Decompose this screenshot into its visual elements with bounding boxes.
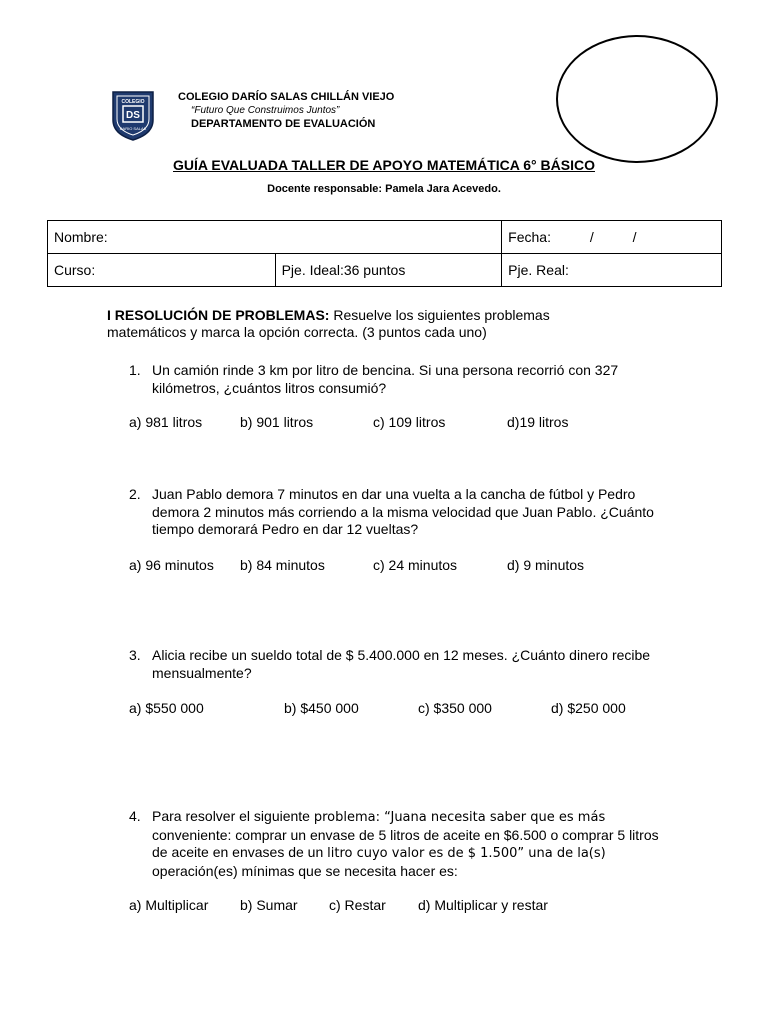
- option-a[interactable]: a) $550 000: [129, 700, 204, 716]
- option-a[interactable]: a) 981 litros: [129, 414, 203, 430]
- option-d[interactable]: d) $250 000: [551, 700, 626, 716]
- school-logo: [111, 90, 155, 142]
- question-text: Alicia recibe un sueldo total de $ 5.400.000 en 12 meses. ¿Cuánto dinero recibe mensualmente?: [152, 647, 651, 681]
- pje-real-field[interactable]: Pje. Real:: [502, 254, 722, 287]
- fecha-label: Fecha: / /: [508, 229, 637, 245]
- option-d[interactable]: d) Multiplicar y restar: [418, 897, 548, 913]
- info-row-2: [48, 254, 722, 287]
- page-title: [0, 157, 768, 173]
- logo-text-mid: DS: [126, 110, 140, 121]
- question-text: Juan Pablo demora 7 minutos en dar una vuelta a la cancha de fútbol y Pedro demora 2 minutos más corriendo a la misma velocidad que Juan Pablo. ¿Cuánto tiempo demorará Pedro en dar 12 vueltas?: [152, 486, 654, 537]
- logo-text-top: COLEGIO: [121, 99, 145, 105]
- question-text-part: litro cuyo valor es de $ 1.500” una de la(s): [327, 846, 606, 861]
- option-c[interactable]: c) 109 litros: [373, 414, 446, 430]
- option-b[interactable]: b) 901 litros: [240, 414, 314, 430]
- section-text: Resuelve los siguientes problemas matemáticos y marca la opción correcta. (3 puntos cada uno): [107, 307, 550, 340]
- question-text-part: conveniente: comprar un envase de 5 litros de aceite en $6.500 o comprar 5 litros de aceite en envases de un: [152, 826, 659, 860]
- question-number: 2.: [129, 486, 141, 502]
- page-title-text: GUÍA EVALUADA TALLER DE APOYO MATEMÁTICA 6° BÁSICO: [173, 157, 595, 173]
- student-info-table: [47, 220, 722, 287]
- question-text-part: operación(es) mínimas que se necesita hacer es:: [152, 862, 458, 879]
- info-row-1: [48, 221, 722, 254]
- nombre-field[interactable]: Nombre:: [48, 221, 502, 254]
- department-name: DEPARTAMENTO DE EVALUACIÓN: [191, 118, 376, 130]
- option-a[interactable]: a) Multiplicar: [129, 897, 209, 913]
- question-text: Un camión rinde 3 km por litro de bencina. Si una persona recorrió con 327 kilómetros, ¿cuántos litros consumió?: [152, 362, 619, 396]
- question-number: 1.: [129, 362, 141, 378]
- option-c[interactable]: c) Restar: [329, 897, 386, 913]
- grade-circle: [556, 35, 718, 163]
- question-text-part: problema: “Juana necesita saber que es más: [313, 810, 606, 825]
- question-number: 3.: [129, 647, 141, 663]
- pje-ideal-cell: Pje. Ideal:36 puntos: [275, 254, 502, 287]
- curso-field[interactable]: Curso:: [48, 254, 276, 287]
- fecha-field[interactable]: [502, 221, 722, 254]
- section-heading: I RESOLUCIÓN DE PROBLEMAS:: [107, 307, 330, 323]
- option-b[interactable]: b) 84 minutos: [240, 557, 325, 573]
- option-c[interactable]: c) $350 000: [418, 700, 492, 716]
- option-a[interactable]: a) 96 minutos: [129, 557, 214, 573]
- school-motto: “Futuro Que Construimos Juntos”: [191, 105, 340, 116]
- school-name: COLEGIO DARÍO SALAS CHILLÁN VIEJO: [178, 91, 395, 103]
- option-d[interactable]: d) 9 minutos: [507, 557, 585, 573]
- option-b[interactable]: b) Sumar: [240, 897, 298, 913]
- logo-text-bottom: DARIO SALAS: [119, 126, 147, 131]
- option-c[interactable]: c) 24 minutos: [373, 557, 458, 573]
- question-text-part: Para resolver el siguiente: [152, 808, 314, 824]
- question-number: 4.: [129, 808, 141, 824]
- section-instructions: [107, 307, 627, 341]
- teacher-line: Docente responsable: Pamela Jara Acevedo.: [267, 183, 501, 195]
- option-d[interactable]: d)19 litros: [507, 414, 569, 430]
- option-b[interactable]: b) $450 000: [284, 700, 359, 716]
- question-text: [152, 808, 672, 880]
